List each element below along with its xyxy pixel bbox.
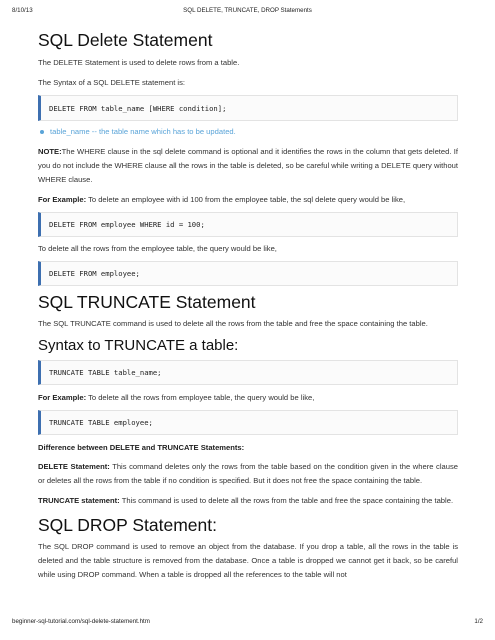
table-name-bullet	[38, 125, 458, 139]
note-label: NOTE:	[38, 147, 62, 156]
drop-intro: The SQL DROP command is used to remove an object from the database. If you drop a table, all the rows in the table is deleted and the table structure is removed from the database. Once a table is dropped we cannot get it back, so be careful while using DROP command. When a table is dropped all the references to the table will not	[38, 542, 458, 579]
truncate-intro: The SQL TRUNCATE command is used to delete all the rows from the table and free the space containing the table.	[38, 319, 428, 328]
truncate-heading: SQL TRUNCATE Statement	[38, 292, 256, 312]
delete-all-rows-text: To delete all the rows from the employee table, the query would be like,	[38, 244, 277, 253]
delete-heading: SQL Delete Statement	[38, 30, 213, 50]
drop-heading: SQL DROP Statement:	[38, 515, 217, 535]
print-title: SQL DELETE, TRUNCATE, DROP Statements	[183, 7, 312, 14]
example-text: To delete an employee with id 100 from the employee table, the sql delete query would be like,	[86, 195, 406, 204]
page-number: 1/2	[474, 618, 483, 625]
example-label: For Example:	[38, 195, 87, 204]
delete-all-rows-code: DELETE FROM employee;	[38, 261, 458, 286]
bullet-dot	[40, 130, 44, 134]
truncate-syntax-code: TRUNCATE TABLE table_name;	[38, 360, 458, 385]
delete-intro: The DELETE Statement is used to delete rows from a table.	[38, 58, 240, 67]
truncate-example	[38, 391, 458, 405]
footer-url: beginner-sql-tutorial.com/sql-delete-statement.htm	[12, 618, 150, 625]
bullet-text: table_name -- the table name which has to be updated.	[50, 127, 236, 136]
truncate-vs-text: TRUNCATE statement: This command is used to delete all the rows from the table and free the space containing the table.	[38, 496, 454, 505]
truncate-example-label: For Example:	[38, 393, 87, 402]
delete-example	[38, 193, 458, 207]
truncate-syntax-heading: Syntax to TRUNCATE a table:	[38, 337, 239, 354]
delete-note	[38, 145, 458, 187]
truncate-statement-label: TRUNCATE statement:	[38, 496, 120, 505]
note-text: The WHERE clause in the sql delete command is optional and it identifies the rows in the column that gets deleted. If you do not include the WHERE clause all the rows in the table is deleted, so be careful while writing a DELETE query without WHERE clause.	[38, 147, 458, 184]
truncate-example-text: To delete all the rows from employee table, the query would be like,	[86, 393, 315, 402]
diff-heading: Difference between DELETE and TRUNCATE Statements:	[38, 443, 245, 452]
delete-syntax-code: DELETE FROM table_name [WHERE condition];	[38, 95, 458, 121]
delete-vs-text: DELETE Statement: This command deletes only the rows from the table based on the condition given in the where clause or deletes all the rows from the table if no condition is specified. But it does not free the space containing the table.	[38, 462, 458, 485]
article	[38, 27, 458, 582]
print-date: 8/10/13	[12, 7, 33, 14]
delete-example-code: DELETE FROM employee WHERE id = 100;	[38, 212, 458, 237]
delete-statement-label: DELETE Statement:	[38, 462, 110, 471]
truncate-example-code: TRUNCATE TABLE employee;	[38, 410, 458, 435]
delete-syntax-intro: The Syntax of a SQL DELETE statement is:	[38, 78, 186, 87]
